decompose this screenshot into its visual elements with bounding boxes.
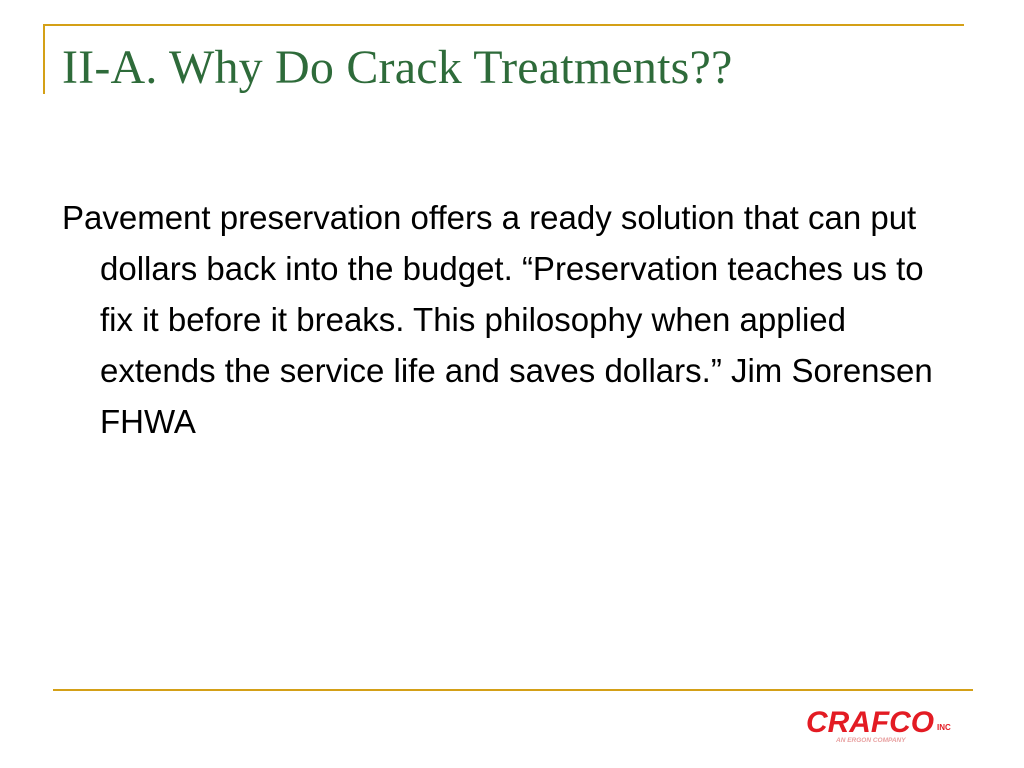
crafco-logo-wordmark: CRAFCO xyxy=(806,706,934,739)
slide-title: II-A. Why Do Crack Treatments?? xyxy=(62,41,733,94)
top-border-rule xyxy=(43,24,964,26)
crafco-logo xyxy=(806,702,966,746)
slide-body xyxy=(62,192,962,447)
bottom-border-rule xyxy=(53,689,973,691)
left-border-rule xyxy=(43,24,45,94)
crafco-logo-tagline: AN ERGON COMPANY xyxy=(836,737,906,744)
body-paragraph: Pavement preservation offers a ready solution that can put dollars back into the budget. “Preservation teaches us to fix it before it breaks. This philosophy when applied extends the service life and saves dollars.” Jim Sorensen FHWA xyxy=(62,199,933,440)
crafco-logo-suffix: INC xyxy=(937,723,951,732)
